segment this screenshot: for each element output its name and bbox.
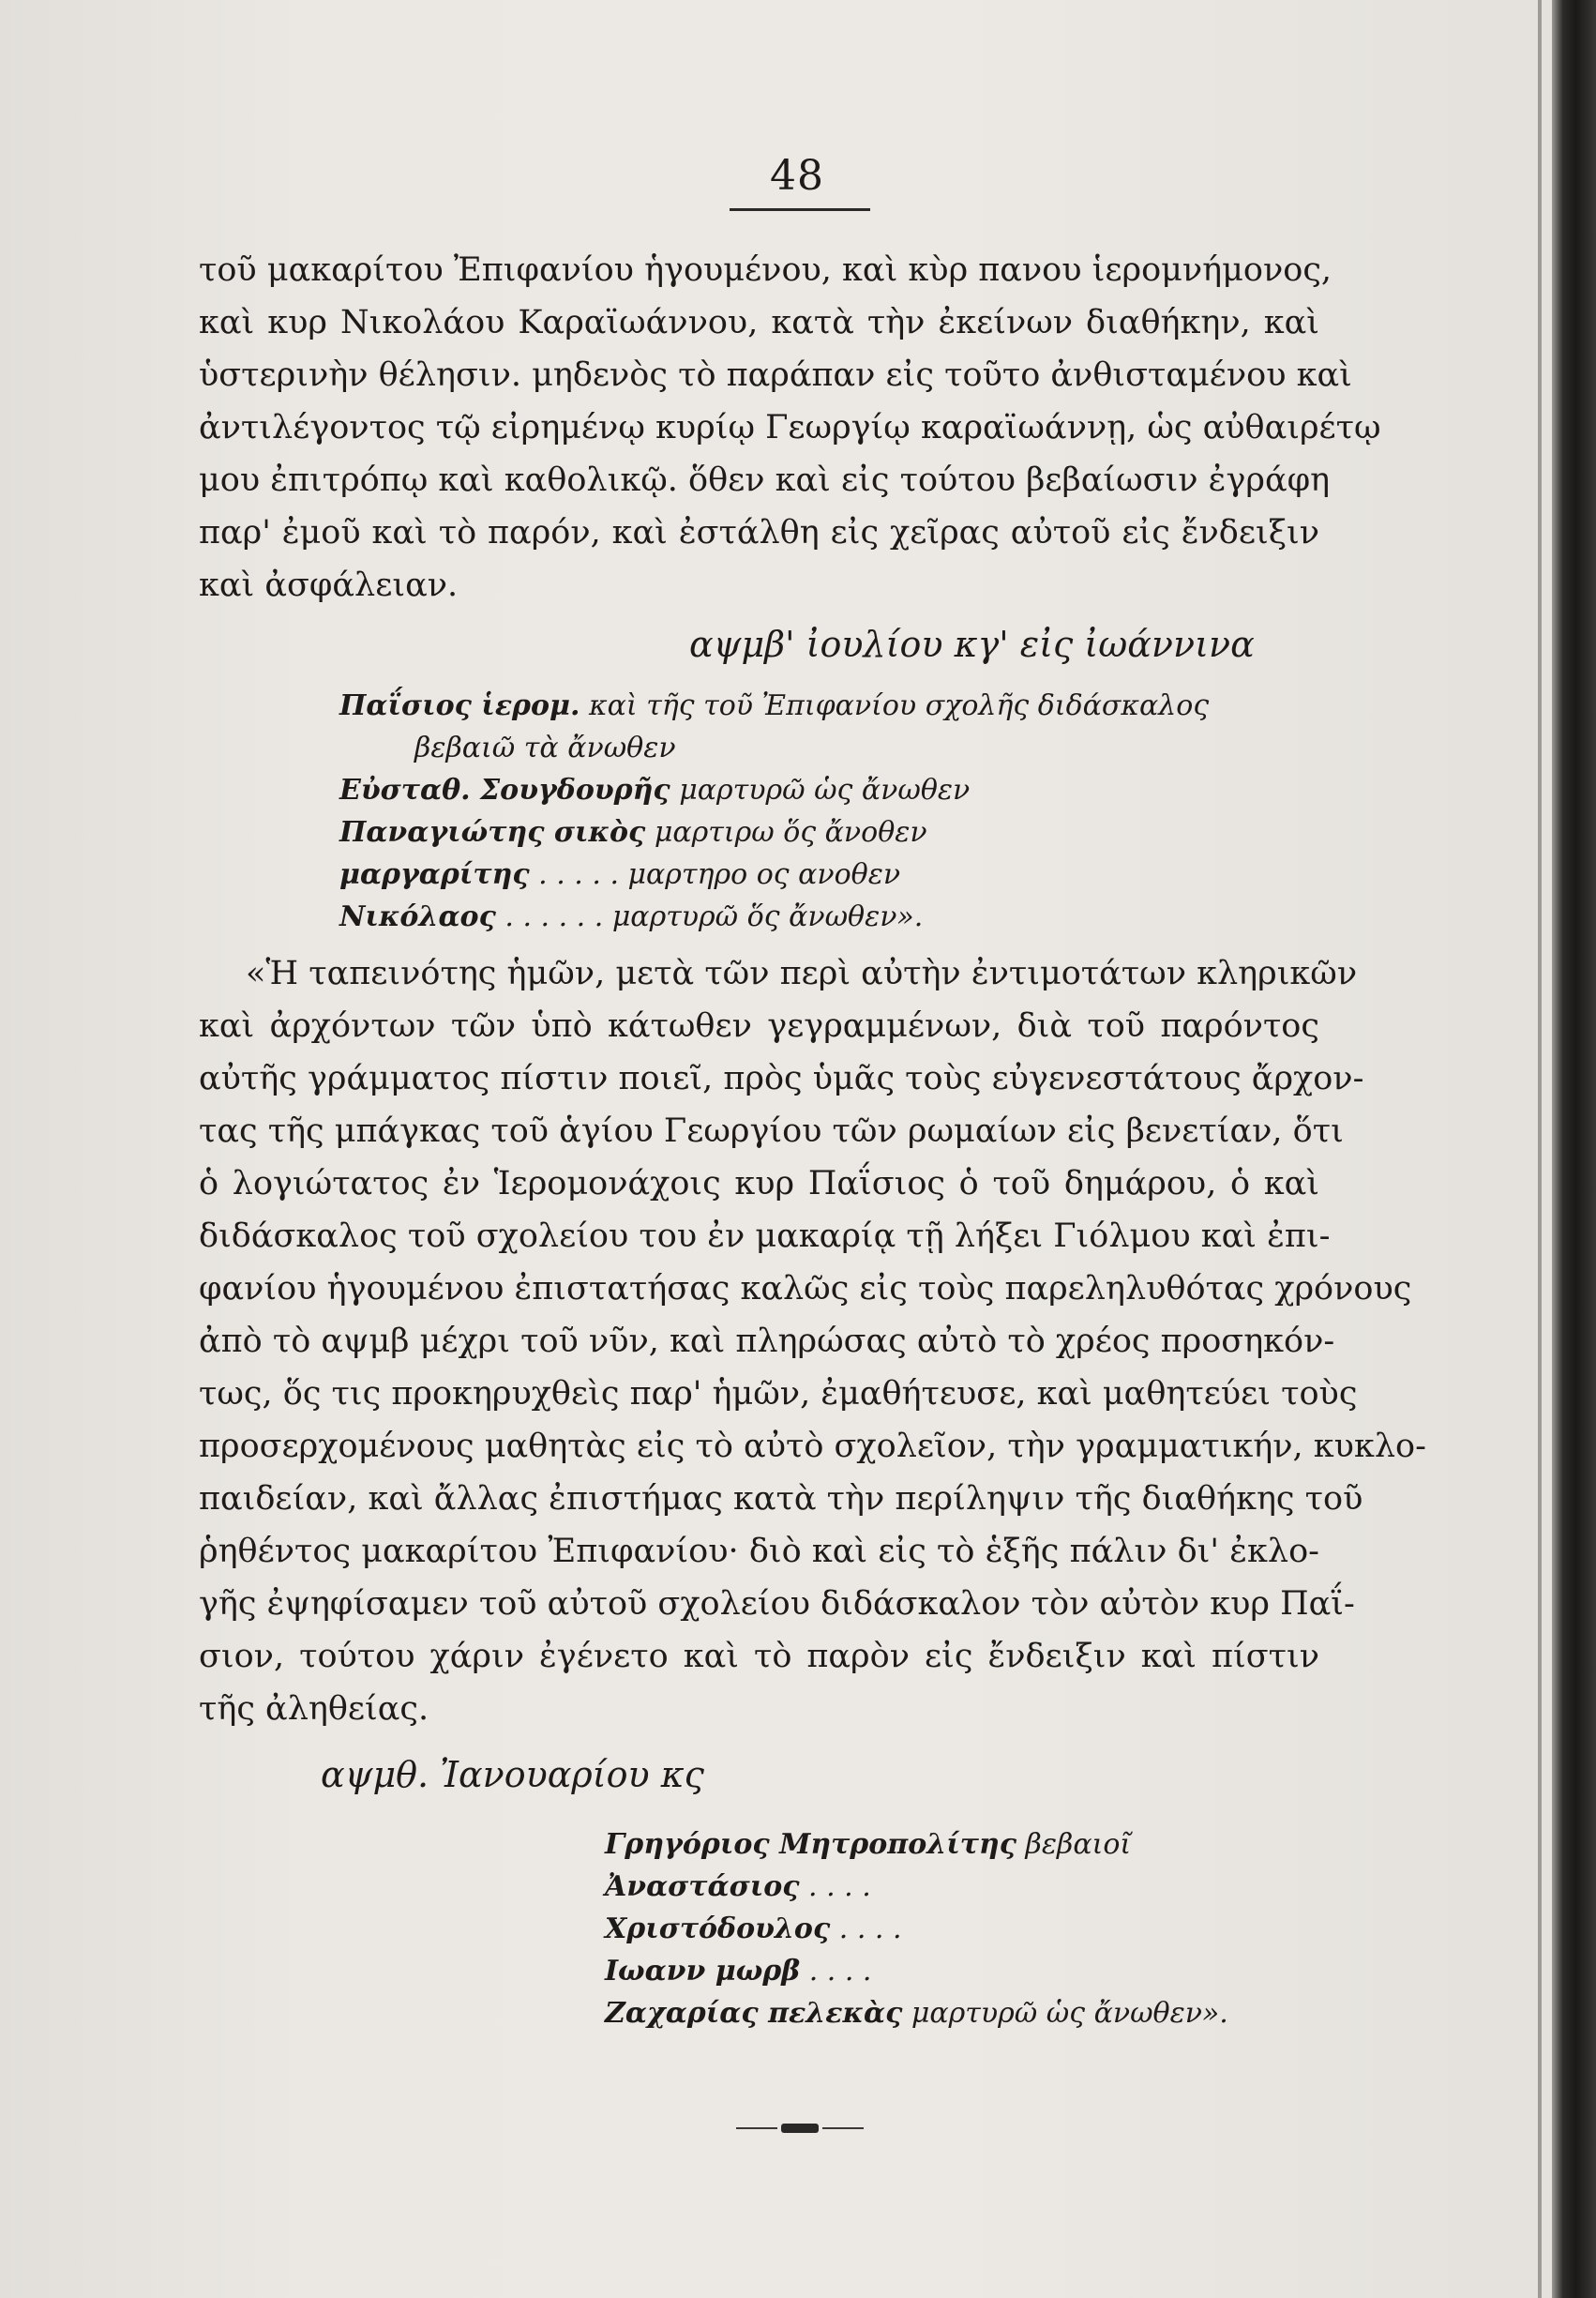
signatory-name: Ἀναστάσιος <box>605 1870 800 1903</box>
text-line: ῥηθέντος μακαρίτου Ἐπιφανίου· διὸ καὶ εἰς τὸ ἑξῆς πάλιν δι' ἐκλο- <box>199 1533 1319 1570</box>
text-line: τοῦ μακαρίτου Ἐπιφανίου ἡγουμένου, καὶ κὺρ πανου ἱερομνήμονος, <box>199 251 1333 289</box>
signature-text: . . . . <box>800 1955 872 1988</box>
signature-line <box>605 1866 1228 1908</box>
signature-text: καὶ τῆς τοῦ Ἐπιφανίου σχολῆς διδάσκαλος <box>580 689 1210 722</box>
signature-text: . . . . <box>830 1912 902 1945</box>
text-line: «Ἡ ταπεινότης ἡμῶν, μετὰ τῶν περὶ αὐτὴν ἐντιμοτάτων κληρικῶν <box>246 955 1358 992</box>
text-line: σιον, τούτου χάριν ἐγένετο καὶ τὸ παρὸν εἰς ἔνδειξιν καὶ πίστιν <box>199 1638 1319 1675</box>
signatory-name: Νικόλαος <box>339 900 496 933</box>
text-line: ἀντιλέγοντος τῷ εἰρημένῳ κυρίῳ Γεωργίῳ καραϊωάννῃ, ὡς αὐθαιρέτῳ <box>199 409 1381 446</box>
text-line: φανίου ἡγουμένου ἐπιστατήσας καλῶς εἰς τοὺς παρεληλυθότας χρόνους <box>199 1270 1412 1308</box>
signatory-name: Ιωανν μωρβ <box>605 1955 801 1988</box>
dateline-1: αψμβ' ἰουλίου κγ' εἰς ἰωάννινα <box>689 624 1255 665</box>
signatory-name: μαργαρίτης <box>339 858 530 891</box>
signatory-name: Εὐσταθ. Σουγδουρῆς <box>339 774 670 807</box>
text-line: καὶ ἀρχόντων τῶν ὑπὸ κάτωθεν γεγραμμένων, διὰ τοῦ παρόντος <box>199 1007 1319 1045</box>
signature-text: . . . . . μαρτηρο ος ανοθεν <box>529 858 901 891</box>
signature-text: βεβαιοῖ <box>1016 1828 1132 1861</box>
text-line: αὐτῆς γράμματος πίστιν ποιεῖ, πρὸς ὑμᾶς τοὺς εὐγενεστάτους ἄρχον- <box>199 1060 1364 1097</box>
signature-line <box>605 1823 1228 1866</box>
text-line: καὶ ἀσφάλειαν. <box>199 567 459 604</box>
page-edge-shadow <box>1538 0 1542 2298</box>
signature-text: . . . . <box>799 1870 871 1903</box>
signatory-name: Ζαχαρίας πελεκὰς <box>605 1997 903 2030</box>
text-line: ἀπὸ τὸ αψμβ μέχρι τοῦ νῦν, καὶ πληρώσας αὐτὸ τὸ χρέος προσηκόν- <box>199 1323 1335 1360</box>
signature-line <box>605 1992 1228 2034</box>
page-number: 48 <box>770 152 824 200</box>
text-line: παρ' ἐμοῦ καὶ τὸ παρόν, καὶ ἐστάλθη εἰς χεῖρας αὐτοῦ εἰς ἔνδειξιν <box>199 514 1319 552</box>
signatory-name: Παναγιώτης σικὸς <box>339 816 646 849</box>
text-line: καὶ κυρ Νικολάου Καραϊωάννου, κατὰ τὴν ἐκείνων διαθήκην, καὶ <box>199 304 1319 341</box>
paragraph-1 <box>199 244 1381 612</box>
paragraph-2 <box>199 947 1426 1735</box>
signature-text: . . . . . . μαρτυρῶ ὅς ἄνωθεν». <box>495 900 924 933</box>
signature-line <box>339 769 1209 811</box>
text-line: διδάσκαλος τοῦ σχολείου του ἐν μακαρίᾳ τῇ λήξει Γιόλμου καὶ ἐπι- <box>199 1217 1331 1255</box>
signatory-name: Παΐσιος ἱερομ. <box>339 689 580 722</box>
text-line: προσερχομένους μαθητὰς εἰς τὸ αὐτὸ σχολεῖον, τὴν γραμματικήν, κυκλο- <box>199 1428 1426 1465</box>
signature-line <box>339 727 1209 769</box>
ornament-bar <box>736 2127 777 2129</box>
signature-line <box>339 896 1209 938</box>
text-line: ὑστερινὴν θέλησιν. μηδενὸς τὸ παράπαν εἰς τοῦτο ἀνθισταμένου καὶ <box>199 356 1352 394</box>
signature-line <box>339 811 1209 854</box>
text-line: τας τῆς μπάγκας τοῦ ἁγίου Γεωργίου τῶν ρωμαίων εἰς βενετίαν, ὅτι <box>199 1112 1344 1150</box>
page-number-rule <box>730 208 870 211</box>
signatory-name: Χριστόδουλος <box>605 1912 831 1945</box>
signature-line <box>605 1950 1228 1992</box>
ornament-divider <box>725 2122 875 2135</box>
ornament-bar <box>822 2127 864 2129</box>
dateline-2: αψμθ. Ἰανουαρίου κς <box>321 1754 704 1795</box>
ornament-center <box>781 2124 819 2133</box>
signature-text: βεβαιῶ τὰ ἄνωθεν <box>414 732 676 764</box>
signature-text: μαρτυρῶ ὡς ἄνωθεν <box>670 774 971 807</box>
text-line: ὁ λογιώτατος ἐν Ἱερομονάχοις κυρ Παΐσιος ὁ τοῦ δημάρου, ὁ καὶ <box>199 1165 1319 1202</box>
book-spine <box>1552 0 1596 2298</box>
signature-line <box>339 685 1209 727</box>
text-line: τως, ὅς τις προκηρυχθεὶς παρ' ἡμῶν, ἐμαθήτευσε, καὶ μαθητεύει τοὺς <box>199 1375 1358 1413</box>
text-line: τῆς ἀληθείας. <box>199 1690 429 1728</box>
signature-block-2 <box>605 1823 1228 2034</box>
text-line: γῆς ἐψηφίσαμεν τοῦ αὐτοῦ σχολείου διδάσκαλον τὸν αὐτὸν κυρ Παΐ- <box>199 1585 1355 1623</box>
signature-text: μαρτυρῶ ὡς ἄνωθεν». <box>902 1997 1228 2030</box>
signature-text: μαρτιρω ὅς ἄνοθεν <box>645 816 927 849</box>
text-line: μου ἐπιτρόπῳ καὶ καθολικῷ. ὅθεν καὶ εἰς τούτου βεβαίωσιν ἐγράφη <box>199 461 1331 499</box>
signature-line <box>605 1908 1228 1950</box>
text-line: παιδείαν, καὶ ἄλλας ἐπιστήμας κατὰ τὴν περίληψιν τῆς διαθήκης τοῦ <box>199 1480 1363 1518</box>
signature-block-1 <box>339 685 1209 938</box>
signatory-name: Γρηγόριος Μητροπολίτης <box>605 1828 1017 1861</box>
signature-line <box>339 854 1209 896</box>
